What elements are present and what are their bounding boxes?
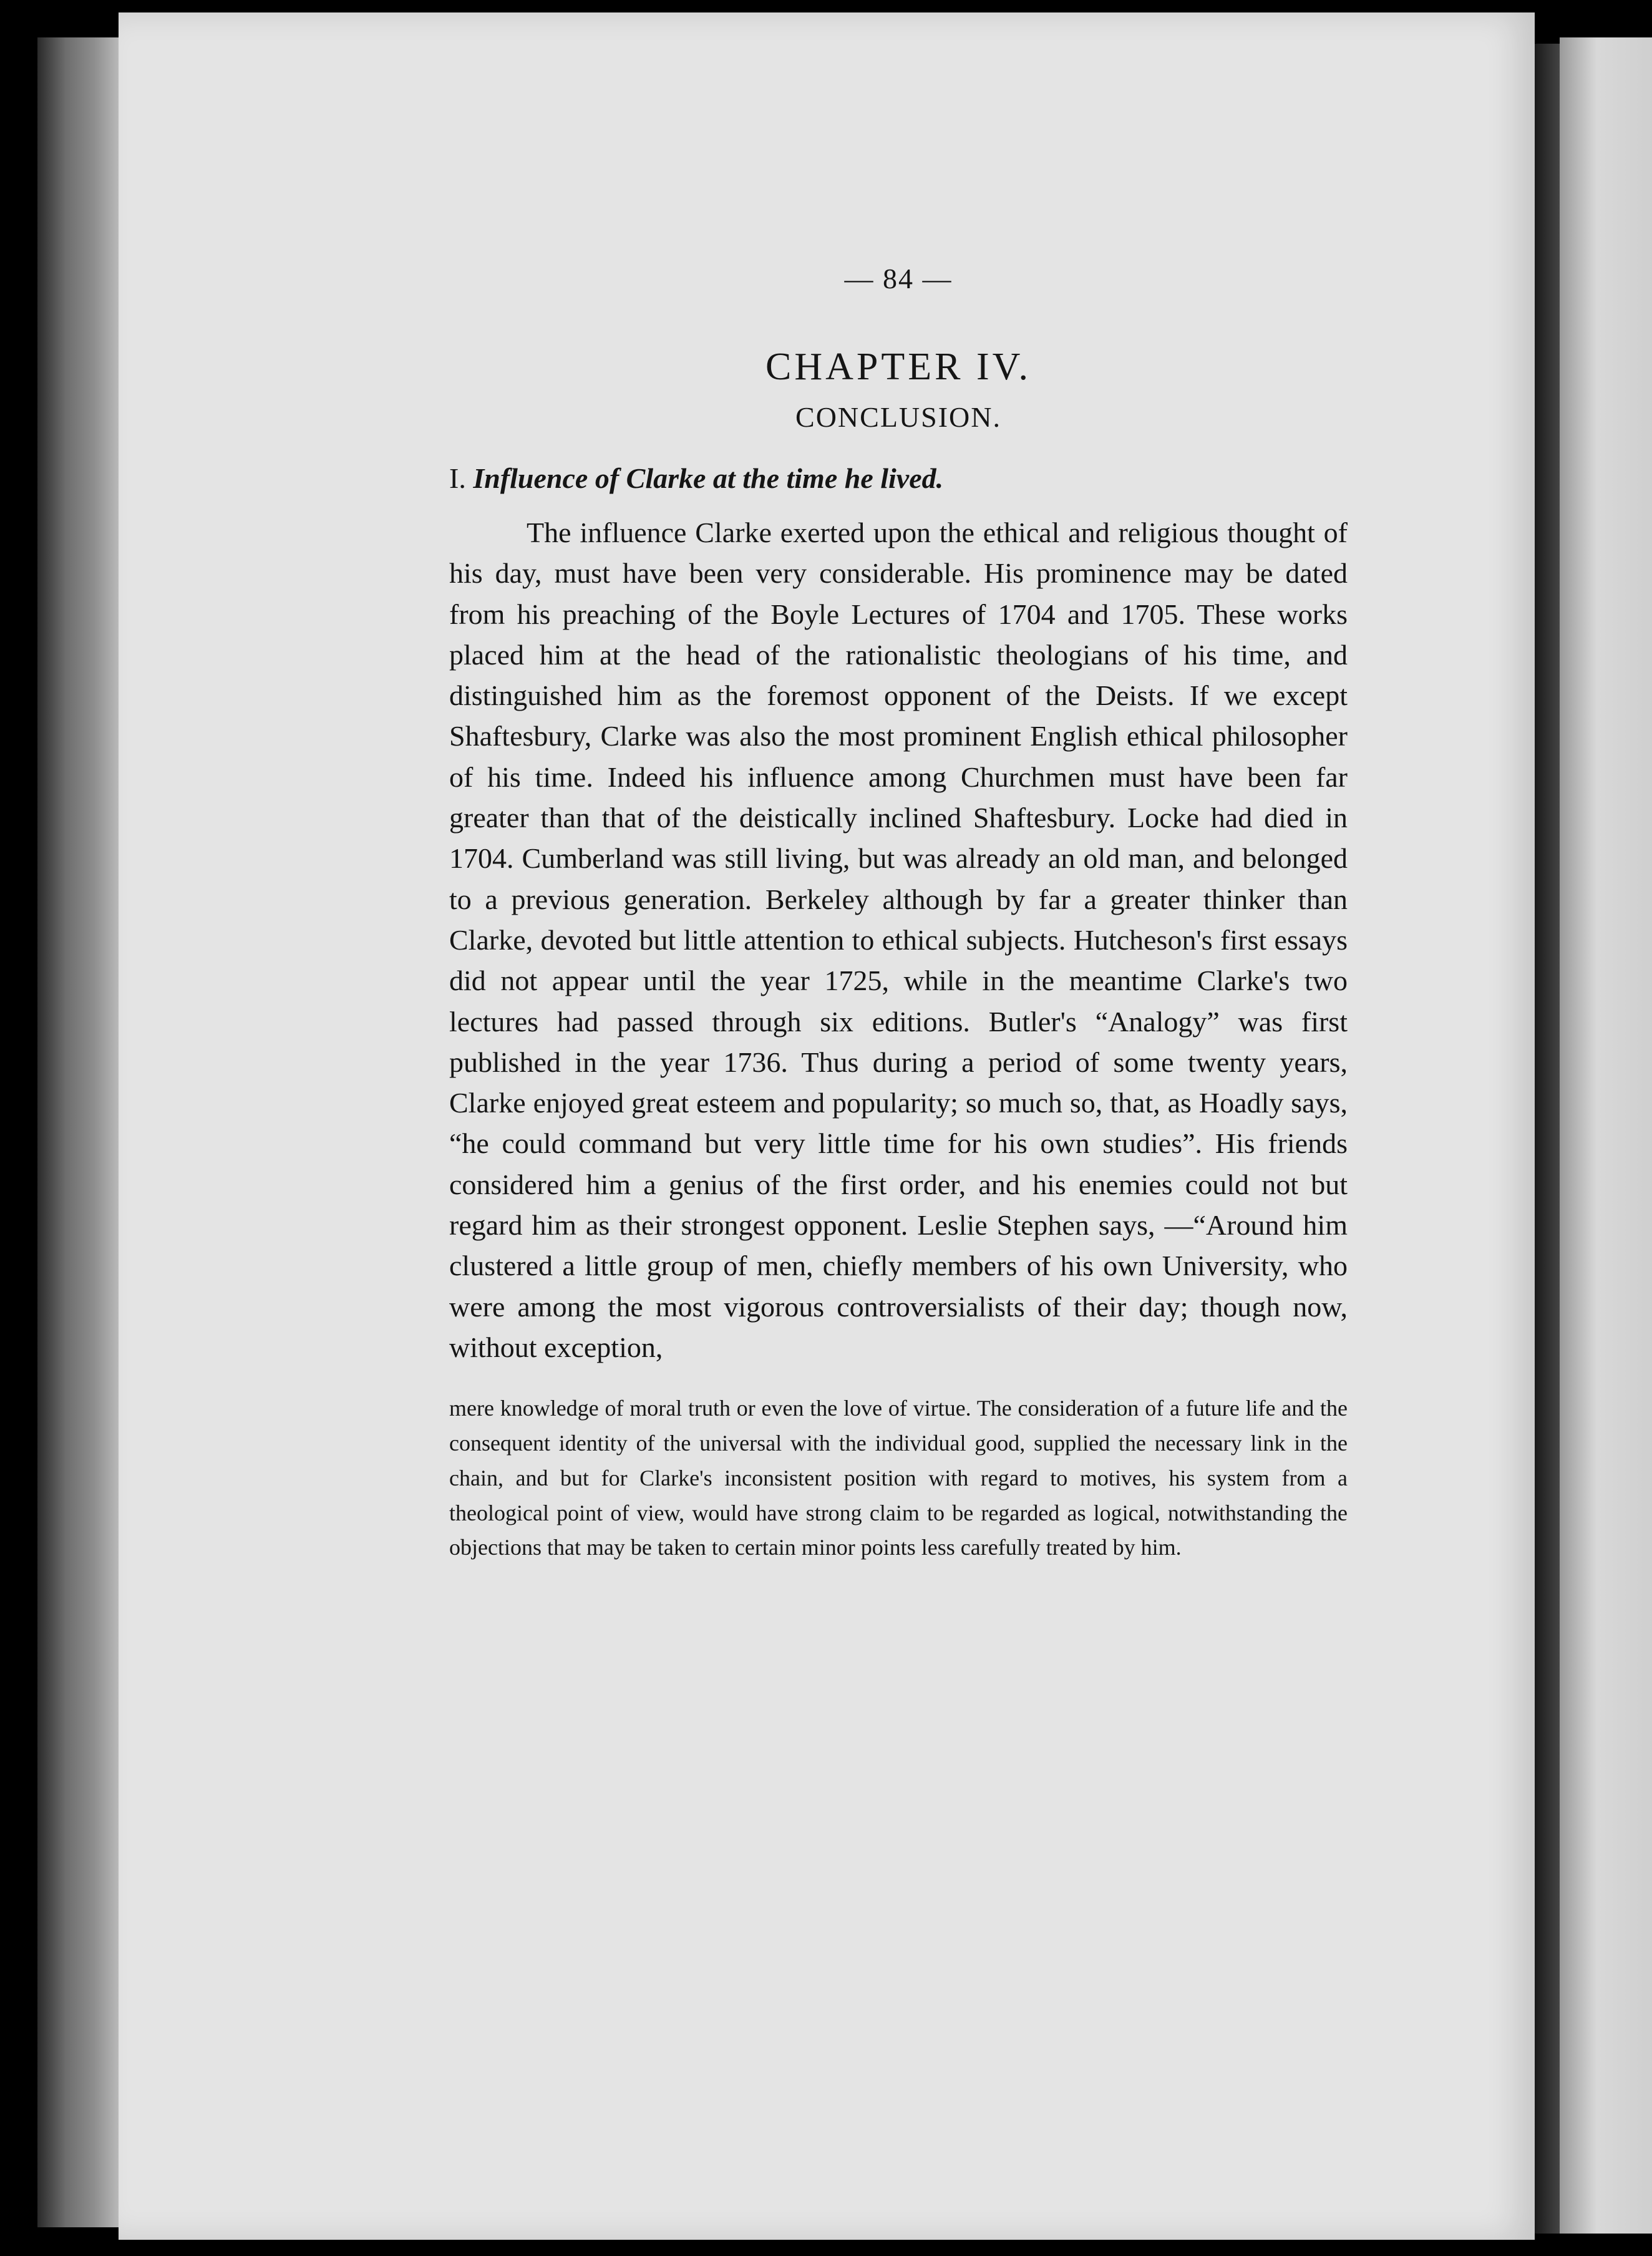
- body-paragraph: The influence Clarke exerted upon the ethical and religious thought of his day, must have been very considerable. His prominence may be dated from his preaching of the Boyle Lectures of 1704 and 1705. These works placed him at the head of the rationalistic theologians of his time, and distinguished him as the foremost opponent of the Deists. If we except Shaftesbury, Clarke was also the most prominent English ethical philosopher of his time. Indeed his influence among Churchmen must have been far greater than that of the deistically inclined Shaftesbury. Locke had died in 1704. Cumberland was still living, but was already an old man, and belonged to a previous generation. Berkeley although by far a greater thinker than Clarke, devoted but little attention to ethical subjects. Hutcheson's first essays did not appear until the year 1725, while in the meantime Clarke's two lectures had passed through six editions. Butler's “Analogy” was first published in the year 1736. Thus during a period of some twenty years, Clarke enjoyed great esteem and popularity; so much so, that, as Hoadly says, “he could command but very little time for his own studies”. His friends considered him a genius of the first order, and his enemies could not but regard him as their strongest opponent. Leslie Stephen says, —“Around him clustered a little group of men, chiefly members of his own University, who were among the most vigorous controversialists of their day; though now, without exception,: [449, 517, 1348, 1363]
- book-left-edge: [37, 37, 119, 2227]
- page-content: [449, 262, 1348, 1565]
- footnote: mere knowledge of moral truth or even the love of virtue. The consideration of a future life and the consequent identity of the universal with the individual good, supplied the necessary link in the chain, and but for Clarke's inconsistent position with regard to motives, his system from a theological point of view, would have strong claim to be regarded as logical, notwithstanding the objections that may be taken to certain minor points less carefully treated by him.: [449, 1396, 1348, 1560]
- chapter-title: CHAPTER IV.: [765, 346, 1031, 388]
- adjacent-page: [1560, 37, 1652, 2234]
- footnote-separator: [449, 1368, 1348, 1391]
- section-number: I.: [449, 462, 466, 494]
- section-heading: [449, 459, 1348, 498]
- page-number: — 84 —: [844, 263, 953, 294]
- chapter-subtitle: CONCLUSION.: [795, 401, 1001, 433]
- book-gutter: [1535, 44, 1560, 2234]
- section-title: Influence of Clarke at the time he lived.: [473, 462, 944, 494]
